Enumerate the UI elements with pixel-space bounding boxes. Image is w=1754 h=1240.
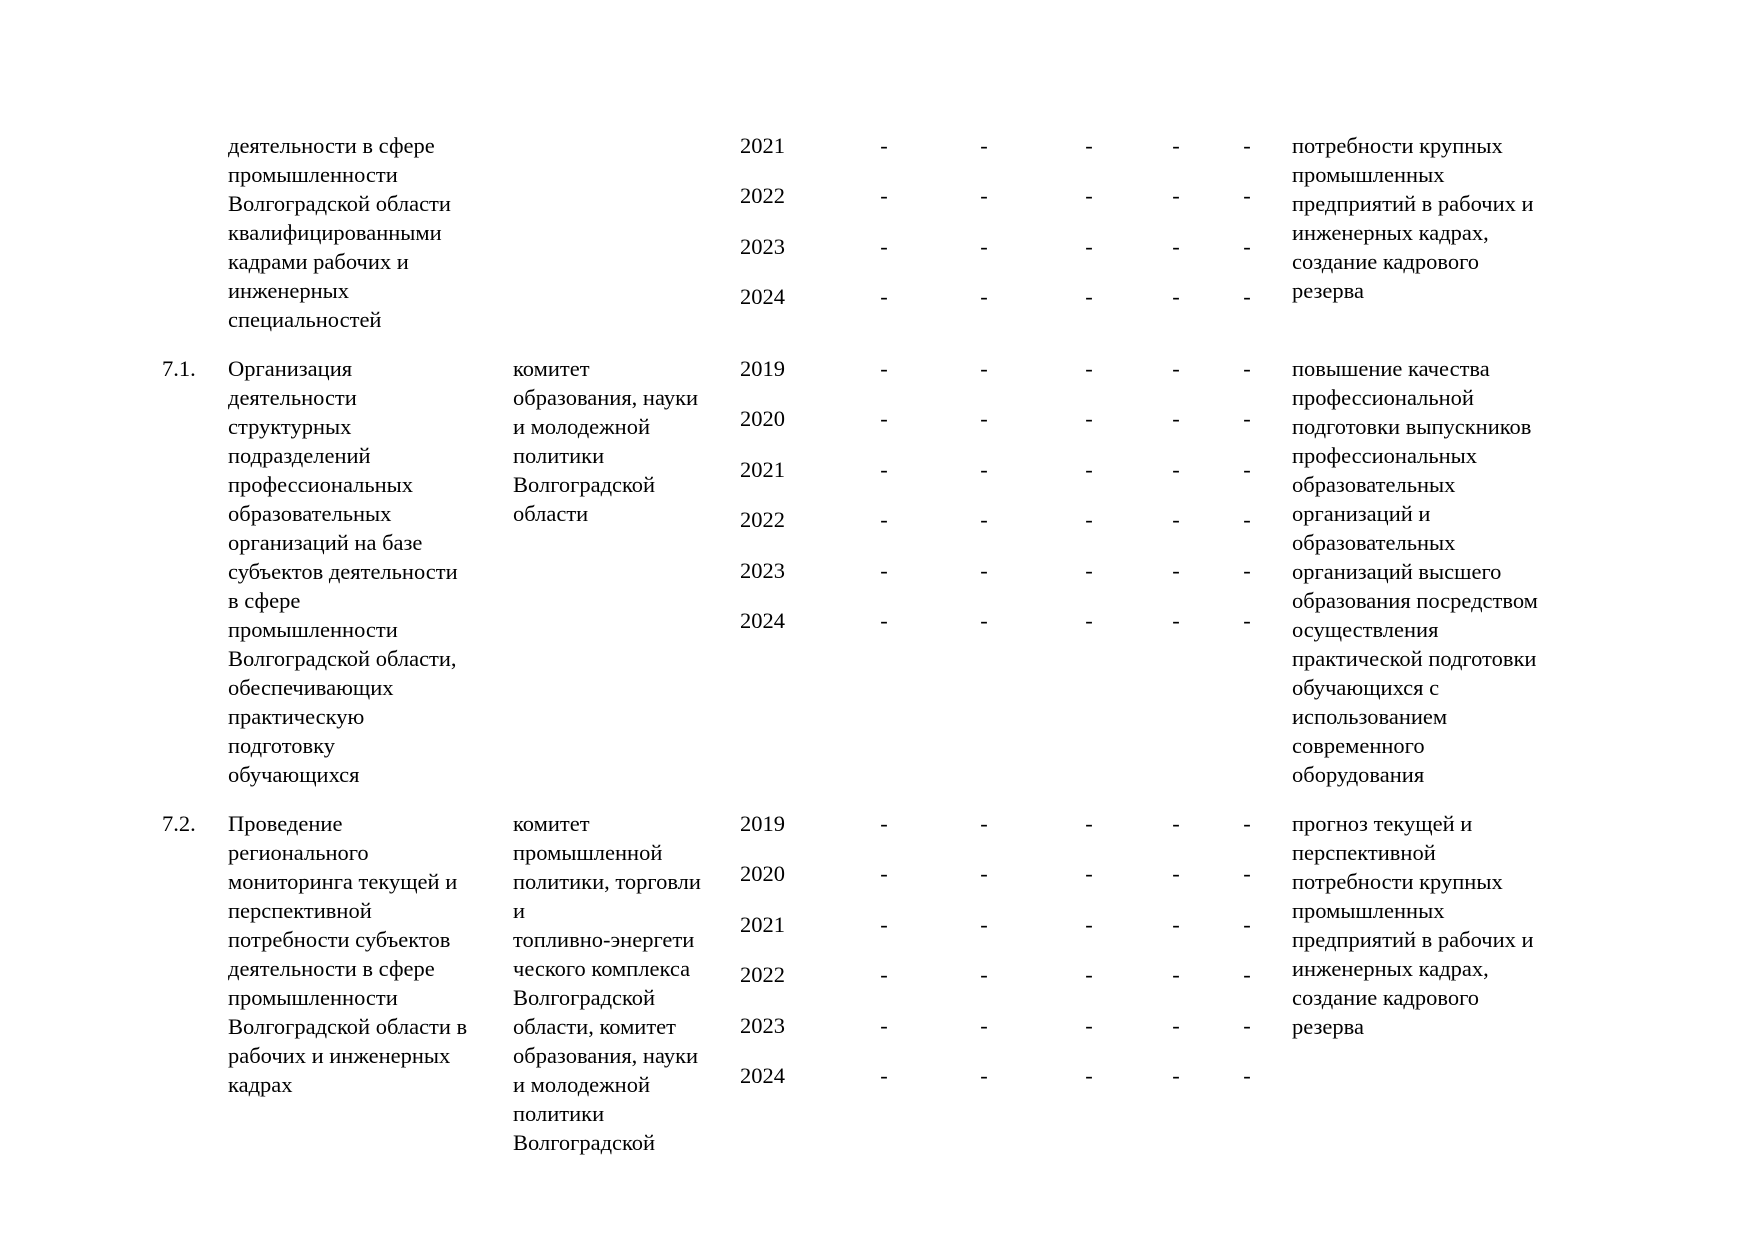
value-cell: - [1085, 183, 1093, 209]
year-label: 2020 [740, 406, 785, 432]
year-label: 2022 [740, 183, 785, 209]
value-cell: - [880, 811, 888, 836]
value-cell: - [1085, 911, 1093, 937]
value-cell: - [1243, 356, 1251, 381]
value-cell: - [1085, 1012, 1093, 1038]
value-cell: - [980, 284, 988, 310]
value-cell: - [1243, 406, 1251, 432]
value-cell: - [1243, 133, 1251, 158]
executor: комитет образования, науки и молодежной политики Волгоградской области [513, 356, 699, 526]
value-cell: - [880, 233, 888, 259]
activity-name: Проведение регионального мониторинга текущей и перспективной потребности субъектов деятельности в сфере промышленности Волгоградской области в рабочих и инженерных кадрах [228, 811, 468, 1097]
value-cell: - [880, 507, 888, 533]
value-cell: - [1243, 183, 1251, 209]
value-cell: - [980, 507, 988, 533]
value-cell: - [1243, 1012, 1251, 1038]
value-cell: - [1085, 557, 1093, 583]
value-cell: - [1172, 284, 1180, 310]
expected-result: потребности крупных промышленных предприятий в рабочих и инженерных кадрах, создание кадрового резерва [1292, 133, 1534, 303]
value-cell: - [1243, 284, 1251, 310]
value-cell: - [1243, 962, 1251, 988]
value-cell: - [1085, 284, 1093, 310]
value-cell: - [1085, 406, 1093, 432]
year-label: 2022 [740, 962, 785, 988]
value-cell: - [1172, 133, 1180, 158]
value-cell: - [980, 1012, 988, 1038]
activity-name: деятельности в сфере промышленности Волгоградской области квалифицированными кадрами рабочих и инженерных специальностей [228, 133, 451, 332]
year-label: 2023 [740, 1012, 785, 1038]
year-label: 2023 [740, 233, 785, 259]
value-cell: - [1243, 911, 1251, 937]
value-cell: - [980, 607, 988, 633]
value-cell: - [880, 962, 888, 988]
expected-result: прогноз текущей и перспективной потребности крупных промышленных предприятий в рабочих и инженерных кадрах, создание кадрового резерва [1292, 811, 1534, 1039]
value-cell: - [1243, 861, 1251, 887]
year-label: 2021 [740, 133, 785, 158]
value-cell: - [980, 962, 988, 988]
value-cell: - [880, 133, 888, 158]
value-cell: - [1172, 962, 1180, 988]
value-cell: - [1243, 607, 1251, 633]
row-number: 7.2. [162, 811, 196, 836]
value-cell: - [1172, 1062, 1180, 1088]
value-cell: - [880, 456, 888, 482]
value-cell: - [880, 1012, 888, 1038]
value-cell: - [880, 1062, 888, 1088]
value-cell: - [1172, 607, 1180, 633]
value-cell: - [1172, 233, 1180, 259]
value-cell: - [980, 811, 988, 836]
expected-result: повышение качества профессиональной подготовки выпускников профессиональных образовательных организаций и образовательных организаций высшего образования посредством осуществления практической подготовки обучающихся с использованием современного оборудования [1292, 356, 1538, 787]
year-label: 2023 [740, 557, 785, 583]
value-cell: - [880, 911, 888, 937]
value-cell: - [1085, 507, 1093, 533]
value-cell: - [980, 557, 988, 583]
value-cell: - [1243, 557, 1251, 583]
value-cell: - [1085, 861, 1093, 887]
value-cell: - [980, 133, 988, 158]
value-cell: - [980, 1062, 988, 1088]
value-cell: - [1243, 1062, 1251, 1088]
value-cell: - [1085, 811, 1093, 836]
year-label: 2019 [740, 811, 785, 836]
value-cell: - [980, 911, 988, 937]
year-label: 2024 [740, 284, 785, 310]
value-cell: - [1172, 356, 1180, 381]
value-cell: - [980, 406, 988, 432]
value-cell: - [1085, 356, 1093, 381]
value-cell: - [980, 183, 988, 209]
value-cell: - [1172, 406, 1180, 432]
year-label: 2022 [740, 507, 785, 533]
value-cell: - [1085, 233, 1093, 259]
value-cell: - [880, 183, 888, 209]
value-cell: - [1172, 456, 1180, 482]
activity-name: Организация деятельности структурных подразделений профессиональных образовательных организаций на базе субъектов деятельности в сфере промышленности Волгоградской области, обеспечивающих практическую подготовку обучающихся [228, 356, 458, 787]
value-cell: - [880, 284, 888, 310]
year-label: 2021 [740, 911, 785, 937]
value-cell: - [880, 406, 888, 432]
value-cell: - [1243, 811, 1251, 836]
value-cell: - [1172, 507, 1180, 533]
row-number: 7.1. [162, 356, 196, 381]
value-cell: - [1085, 1062, 1093, 1088]
executor: комитет промышленной политики, торговли и топливно-энергети ческого комплекса Волгоградской области, комитет образования, науки и молодежной политики Волгоградской [513, 811, 701, 1155]
value-cell: - [880, 557, 888, 583]
value-cell: - [980, 356, 988, 381]
value-cell: - [1172, 811, 1180, 836]
value-cell: - [1172, 183, 1180, 209]
value-cell: - [1172, 1012, 1180, 1038]
value-cell: - [1172, 861, 1180, 887]
value-cell: - [1172, 557, 1180, 583]
value-cell: - [1243, 507, 1251, 533]
value-cell: - [880, 861, 888, 887]
value-cell: - [1085, 962, 1093, 988]
value-cell: - [980, 456, 988, 482]
year-label: 2024 [740, 607, 785, 633]
value-cell: - [980, 861, 988, 887]
year-label: 2019 [740, 356, 785, 381]
value-cell: - [1243, 233, 1251, 259]
year-label: 2021 [740, 456, 785, 482]
value-cell: - [980, 233, 988, 259]
year-label: 2024 [740, 1062, 785, 1088]
value-cell: - [1172, 911, 1180, 937]
year-label: 2020 [740, 861, 785, 887]
value-cell: - [1085, 607, 1093, 633]
value-cell: - [1243, 456, 1251, 482]
value-cell: - [880, 356, 888, 381]
value-cell: - [880, 607, 888, 633]
value-cell: - [1085, 456, 1093, 482]
value-cell: - [1085, 133, 1093, 158]
